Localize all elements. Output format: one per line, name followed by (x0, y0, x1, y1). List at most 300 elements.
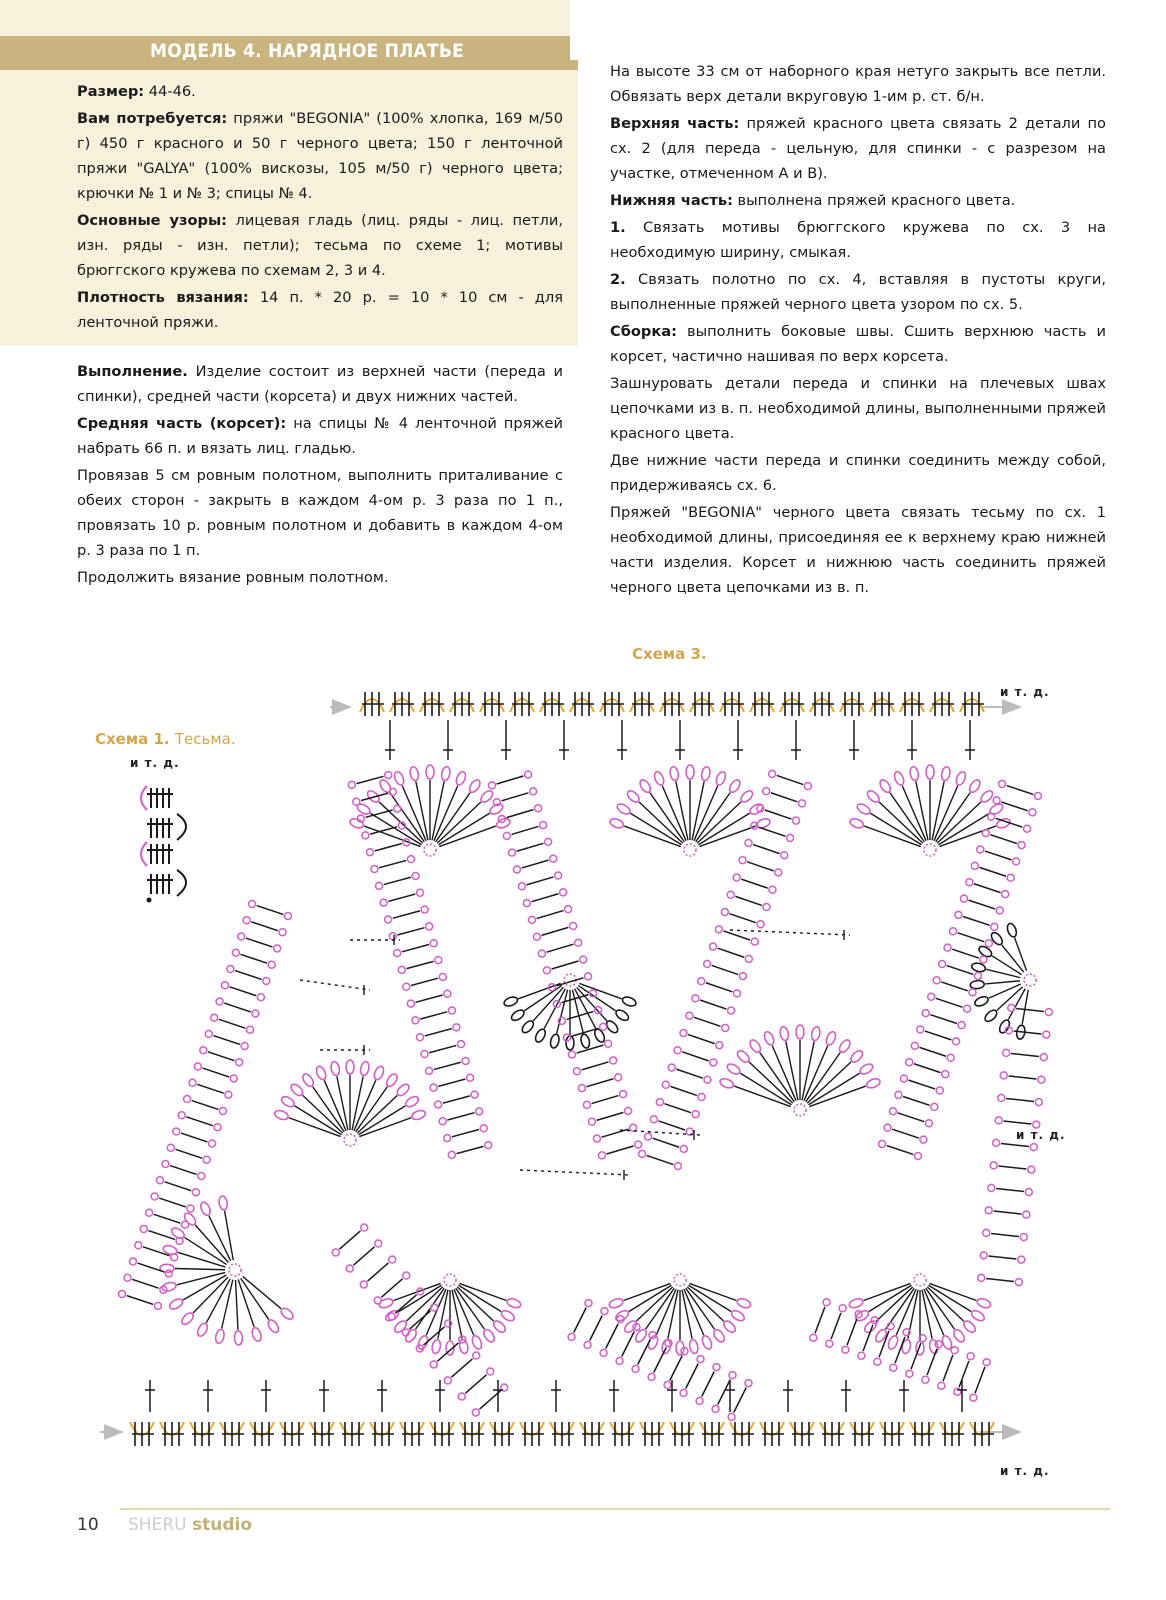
braid-stitch (622, 1331, 635, 1356)
braid-stitch (517, 843, 544, 851)
braid-picot (974, 972, 981, 979)
braid-stitch (958, 933, 985, 942)
braid-picot (698, 1094, 705, 1101)
braid-stitch (587, 1079, 614, 1087)
braid-stitch (192, 1101, 219, 1110)
braid-stitch (969, 900, 996, 909)
braid-picot (508, 849, 515, 856)
braid-stitch (986, 1278, 1014, 1281)
braid-picot (430, 1084, 437, 1091)
braid-stitch (706, 983, 732, 992)
fan-loop (739, 789, 755, 804)
braid-picot (184, 1096, 191, 1103)
braid-picot (745, 839, 752, 846)
fan-center (914, 1274, 926, 1286)
braid-stitch (686, 1363, 699, 1388)
braid-stitch (577, 1045, 604, 1053)
braid-stitch (989, 1256, 1017, 1259)
braid-stitch (991, 1233, 1019, 1236)
braid-picot (140, 1226, 147, 1233)
braid-picot (721, 909, 728, 916)
braid-stitch (753, 845, 779, 854)
braid-picot (656, 1099, 663, 1106)
braid-picot (458, 1393, 465, 1400)
braid-stitch (670, 1086, 696, 1095)
braid-picot (953, 1038, 960, 1045)
braid-stitch (1009, 1076, 1037, 1079)
braid-stitch (607, 1146, 634, 1154)
braid-picot (371, 866, 378, 873)
braid-picot (421, 906, 428, 913)
fan-loop (621, 995, 637, 1007)
braid-picot (1030, 1144, 1037, 1151)
braid-stitch (367, 1263, 388, 1281)
fan-loop (440, 766, 451, 781)
need-label: Вам потребуется: (77, 110, 228, 127)
braid-stitch (395, 1295, 416, 1313)
fan-center (1024, 974, 1036, 986)
braid-picot (781, 852, 788, 859)
fan-spoke (222, 1280, 233, 1329)
braid-picot (650, 1116, 657, 1123)
braid-picot (710, 943, 717, 950)
braid-stitch (246, 938, 273, 947)
density-label: Плотность вязания: (77, 289, 249, 306)
braid-picot (971, 862, 978, 869)
fan-spoke (624, 826, 680, 847)
braid-picot (151, 1193, 158, 1200)
exec-value: Изделие состоит из верхней части (переда и спинки), средней части (корсета) и двух нижних частей. (77, 363, 563, 405)
braid-picot (733, 990, 740, 997)
lace-braid (810, 1299, 990, 1401)
braid-stitch (537, 911, 564, 919)
step-1 (610, 215, 1106, 265)
fan-spoke (989, 984, 1021, 998)
braid-picot (1018, 1256, 1025, 1263)
fan-loop (479, 789, 495, 804)
fan-loop (779, 1026, 790, 1041)
braid-picot (205, 1031, 212, 1038)
fan-spoke (459, 1283, 506, 1300)
braid-picot (146, 1209, 153, 1216)
braid-stitch (892, 1129, 919, 1138)
braid-picot (983, 1359, 990, 1366)
fan-spoke (809, 1086, 865, 1107)
braid-picot (430, 1361, 437, 1368)
braid-stitch (452, 1130, 479, 1137)
braid-picot (598, 1152, 605, 1159)
fan-loop (796, 1025, 804, 1039)
fan-loop (608, 1297, 624, 1309)
braid-stitch (724, 931, 750, 940)
fan-spoke (235, 1280, 237, 1330)
braid-stitch (208, 1052, 235, 1061)
braid-picot (225, 1091, 232, 1098)
fan-loop (503, 995, 519, 1007)
braid-stitch (994, 1211, 1022, 1214)
braid-picot (632, 1365, 639, 1372)
upper-line (610, 111, 1106, 186)
braid-stitch (127, 1296, 154, 1305)
fan-loop (976, 1297, 992, 1309)
braid-picot (426, 923, 433, 930)
braid-picot (610, 1057, 617, 1064)
braid-picot (568, 1333, 575, 1340)
braid-picot (540, 822, 547, 829)
braid-stitch (747, 862, 773, 871)
fan-loop (482, 1328, 497, 1344)
bruges-lace-motifs (119, 720, 1053, 1420)
assembly-label: Сборка: (610, 323, 677, 340)
fan-loop (470, 1334, 483, 1350)
braid-stitch (734, 1387, 747, 1412)
fan-spoke (734, 1086, 790, 1107)
braid-stitch (654, 1347, 667, 1372)
braid-stitch (402, 945, 429, 952)
braid-picot (1040, 1054, 1047, 1061)
braid-stitch (925, 1031, 952, 1040)
braid-stitch (257, 906, 284, 915)
size-label: Размер: (77, 83, 145, 100)
braid-picot (639, 1150, 646, 1157)
footer-rule (120, 1508, 1110, 1510)
braid-picot (605, 1040, 612, 1047)
fan-loop (500, 1309, 516, 1323)
braid-picot (431, 1304, 438, 1311)
braid-stitch (429, 1045, 456, 1052)
braid-picot (385, 916, 392, 923)
braid-picot (787, 834, 794, 841)
braid-picot (739, 973, 746, 980)
braid-picot (353, 798, 360, 805)
braid-picot (931, 1103, 938, 1110)
braid-picot (476, 1108, 483, 1115)
braid-picot (389, 933, 396, 940)
braid-picot (980, 1252, 987, 1259)
braid-picot (601, 1308, 608, 1315)
braid-picot (462, 1057, 469, 1064)
right-p1: На высоте 33 см от наборного края нетуго закрыть все петли. Обвязать верх детали вкруговую 1-им р. ст. б/н. (610, 63, 1106, 105)
fan-loop (848, 1297, 864, 1309)
braid-picot (938, 1382, 945, 1389)
braid-stitch (425, 1029, 452, 1036)
fan-loop (378, 778, 393, 794)
lace-braid (332, 1224, 507, 1416)
fan-loop (979, 789, 995, 804)
brand-sheru: SHERU (128, 1515, 187, 1535)
braid-picot (947, 1054, 954, 1061)
braid-stitch (592, 1096, 619, 1104)
fan-loop (404, 1095, 420, 1109)
braid-picot (914, 1152, 921, 1159)
braid-stitch (974, 884, 1001, 893)
braid-picot (722, 1024, 729, 1031)
fan-loop (549, 1033, 560, 1049)
need-line (77, 106, 563, 206)
braid-picot (662, 1081, 669, 1088)
braid-picot (263, 977, 270, 984)
braid-picot (988, 1184, 995, 1191)
fan-loop (714, 770, 727, 786)
braid-picot (430, 940, 437, 947)
fan-loop (623, 1319, 639, 1334)
braid-stitch (542, 927, 569, 935)
braid-stitch (670, 1355, 683, 1380)
braid-picot (1008, 1004, 1015, 1011)
braid-picot (664, 1381, 671, 1388)
braid-picot (230, 1075, 237, 1082)
braid-picot (668, 1064, 675, 1071)
braid-stitch (638, 1339, 651, 1364)
fan-loop (385, 1072, 400, 1088)
step-2-text: Связать полотно по сх. 4, вставляя в пустоты круги, выполненные пряжей черного цвета узором по сх. 5. (610, 271, 1106, 313)
braid-picot (951, 1347, 958, 1354)
braid-picot (513, 866, 520, 873)
fan-loop (849, 817, 865, 829)
braid-stitch (735, 896, 761, 905)
braid-picot (232, 949, 239, 956)
braid-picot (745, 955, 752, 962)
braid-stitch (831, 1313, 841, 1339)
braid-picot (435, 957, 442, 964)
fan-loop (700, 766, 711, 781)
braid-stitch (547, 944, 574, 952)
braid-picot (214, 1124, 221, 1131)
braid-picot (247, 1026, 254, 1033)
fan-center (794, 1104, 806, 1116)
braid-stitch (532, 894, 559, 902)
braid-stitch (700, 1000, 726, 1009)
braid-picot (588, 1118, 595, 1125)
braid-picot (487, 1368, 494, 1375)
braid-stitch (887, 1146, 914, 1155)
braid-picot (167, 1144, 174, 1151)
fan-loop (763, 1030, 776, 1046)
fan-loop (638, 778, 653, 794)
patterns-line (77, 208, 563, 283)
braid-stitch (602, 1129, 629, 1137)
braid-picot (194, 1063, 201, 1070)
fan-spoke (1002, 945, 1024, 972)
braid-stitch (465, 1375, 486, 1393)
fan-loop (625, 789, 641, 804)
fan-loop (393, 770, 406, 786)
braid-picot (698, 978, 705, 985)
fan-loop (315, 1065, 328, 1081)
upper-label: Верхняя часть: (610, 115, 740, 132)
density-value: 14 п. * 20 р. = 10 * 10 см - для ленточной пряжи. (77, 289, 563, 331)
braid-picot (980, 956, 987, 963)
assembly-p4: Пряжей "BEGONIA" черного цвета связать тесьму по сх. 1 необходимой длины, присоединяя ее к верхнему краю нижней части изделия. Корсет и нижнюю часть соединить пряжей черного цвета цепочками из в. п. (610, 504, 1106, 596)
braid-picot (890, 1364, 897, 1371)
step-1-num: 1. (610, 219, 626, 236)
fan-spoke (195, 1225, 228, 1262)
lace-braid (348, 772, 491, 1159)
braid-picot (236, 1059, 243, 1066)
braid-picot (129, 1258, 136, 1265)
schema3-etc-mid: и т. д. (1016, 1128, 1066, 1142)
fan-loop (426, 765, 434, 779)
braid-stitch (963, 916, 990, 925)
braid-stitch (353, 1247, 374, 1265)
fan-loop (199, 1201, 212, 1217)
fan-loop (865, 789, 881, 804)
braid-stitch (203, 1068, 230, 1077)
braid-picot (978, 1274, 985, 1281)
fan-spoke (864, 826, 920, 847)
braid-stitch (1006, 1098, 1034, 1101)
braid-stitch (597, 1112, 624, 1120)
braid-picot (241, 1042, 248, 1049)
braid-picot (810, 1334, 817, 1341)
braid-picot (284, 912, 291, 919)
braid-stitch (590, 1315, 603, 1340)
footer-brand (128, 1515, 252, 1535)
braid-picot (911, 1042, 918, 1049)
braid-stitch (438, 1079, 465, 1086)
fan-loop (180, 1311, 196, 1327)
fan-loop (722, 1319, 738, 1334)
braid-picot (198, 1172, 205, 1179)
braid-picot (376, 882, 383, 889)
fan-loop (280, 1095, 296, 1109)
lower-label: Нижняя часть: (610, 192, 733, 209)
braid-picot (389, 1256, 396, 1263)
right-column (610, 59, 1106, 602)
fan-loop (609, 817, 625, 829)
braid-picot (525, 771, 532, 778)
braid-picot (922, 1010, 929, 1017)
braid-stitch (339, 1231, 360, 1249)
braid-stitch (985, 851, 1012, 860)
braid-stitch (154, 1214, 181, 1223)
braid-picot (385, 772, 392, 779)
braid-picot (727, 891, 734, 898)
braid-picot (906, 1059, 913, 1066)
braid-picot (407, 856, 414, 863)
fan-loop (251, 1327, 263, 1343)
assembly-p2: Зашнуровать детали переда и спинки на плечевых швах цепочками из в. п. необходимой длины, выполненными пряжей красного цвета. (610, 375, 1106, 442)
fan-spoke (243, 1276, 281, 1308)
braid-picot (216, 998, 223, 1005)
fan-spoke (359, 1118, 411, 1137)
braid-picot (570, 922, 577, 929)
braid-picot (124, 1274, 131, 1281)
fan-loop (359, 1061, 370, 1076)
braid-stitch (512, 826, 539, 834)
braid-picot (1034, 792, 1041, 799)
braid-picot (375, 1240, 382, 1247)
fan-spoke (1015, 938, 1027, 971)
fan-spoke (997, 987, 1023, 1011)
upper-value: пряжей красного цвета связать 2 детали по сх. 2 (для переда - цельную, для спинки - с разрезом на участке, отмеченном А и В). (610, 115, 1106, 182)
braid-picot (480, 1125, 487, 1132)
lace-fan (378, 1274, 522, 1355)
braid-picot (826, 1340, 833, 1347)
braid-picot (398, 966, 405, 973)
braid-stitch (999, 1166, 1027, 1169)
braid-picot (585, 973, 592, 980)
fan-loop (730, 1309, 746, 1323)
braid-stitch (240, 954, 267, 963)
braid-stitch (420, 1012, 447, 1019)
braid-stitch (759, 827, 785, 836)
braid-stitch (406, 961, 433, 968)
braid-picot (710, 1059, 717, 1066)
fan-spoke (1022, 990, 1028, 1024)
braid-stitch (132, 1279, 159, 1288)
braid-picot (584, 1341, 591, 1348)
fan-loop (700, 1334, 713, 1350)
fan-loop (970, 1309, 986, 1323)
braid-picot (615, 1074, 622, 1081)
execution-column (77, 359, 563, 592)
fan-loop (727, 778, 742, 794)
braid-picot (900, 1075, 907, 1082)
fan-loop (893, 770, 906, 786)
braid-picot (793, 817, 800, 824)
need-value: пряжи "BEGONIA" (100% хлопка, 169 м/50 г) 450 г красного и 50 г черного цвета; 150 г ленточной пряжи "GALYA" (100% вискозы, 105 м/50 г) черного цвета; крючки № 1 и № 3; спицы № 4. (77, 110, 564, 202)
braid-picot (568, 1051, 575, 1058)
braid-stitch (497, 776, 524, 784)
braid-picot (763, 904, 770, 911)
fan-spoke (689, 1283, 736, 1300)
braid-stitch (777, 775, 803, 784)
braid-picot (585, 1300, 592, 1307)
lace-braid (488, 771, 641, 1159)
lace-fan (160, 1195, 295, 1345)
braid-picot (729, 1372, 736, 1379)
braid-picot (1028, 1166, 1035, 1173)
braid-picot (394, 805, 401, 812)
lace-fan (849, 765, 1011, 856)
braid-picot (763, 788, 770, 795)
braid-picot (426, 1067, 433, 1074)
braid-picot (488, 782, 495, 789)
braid-stitch (393, 911, 420, 918)
fan-loop (534, 1028, 548, 1044)
braid-picot (823, 1299, 830, 1306)
middle-label: Средняя часть (корсет): (77, 415, 287, 432)
braid-stitch (165, 1182, 192, 1191)
braid-picot (858, 1352, 865, 1359)
braid-picot (394, 950, 401, 957)
braid-stitch (451, 1359, 472, 1377)
braid-stitch (895, 1337, 905, 1363)
braid-stitch (975, 1367, 985, 1393)
schema3-etc-bottom: и т. д. (1000, 1464, 1050, 1478)
braid-picot (1045, 1009, 1052, 1016)
braid-picot (243, 917, 250, 924)
braid-picot (444, 1377, 451, 1384)
fan-loop (234, 1331, 243, 1345)
fan-loop (688, 1339, 699, 1354)
braid-picot (412, 872, 419, 879)
braid-picot (769, 886, 776, 893)
fan-loop (810, 1026, 821, 1041)
braid-picot (448, 1151, 455, 1158)
exec-p1: Провязав 5 см ровным полотном, выполнить приталивание с обеих сторон - закрыть в каждом 4-ом р. 3 раза по 1 п., провязать 10 р. ровным полотном и добавить в каждом 4-ом р. 3 раза по 1 п. (77, 467, 563, 559)
fan-loop (858, 1062, 874, 1076)
fan-spoke (175, 1269, 225, 1270)
fan-spoke (289, 1118, 341, 1137)
step-1-text: Связать мотивы брюггского кружева по сх. 3 на необходимую ширину, смыкая. (610, 219, 1106, 261)
braid-picot (769, 770, 776, 777)
braid-picot (518, 883, 525, 890)
braid-picot (189, 1079, 196, 1086)
fan-loop (409, 766, 420, 781)
chain-line (730, 930, 850, 935)
